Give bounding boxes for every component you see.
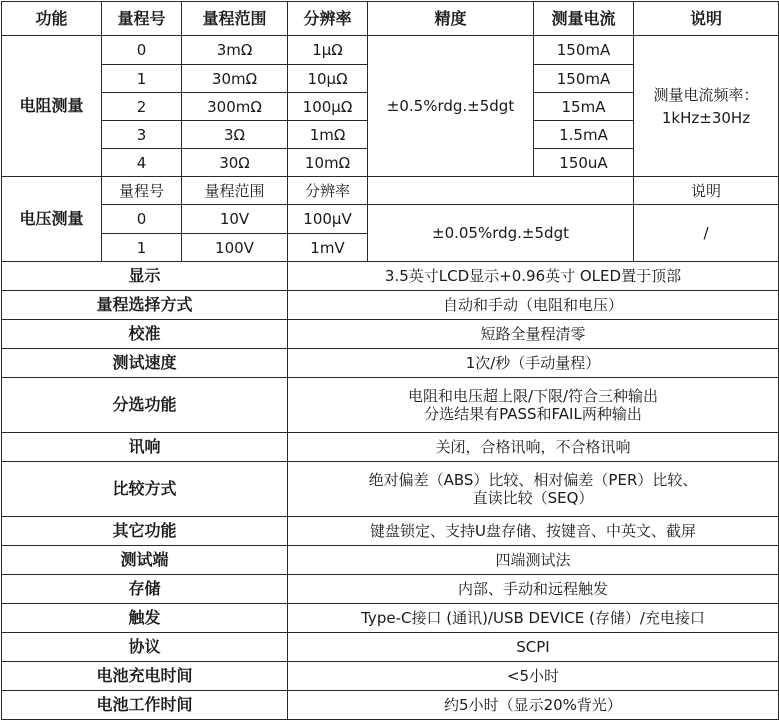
spec-value: 自动和手动（电阻和电压） [288,291,779,320]
resistance-current: 15mA [534,93,634,121]
spec-value: 内部、手动和远程触发 [288,575,779,604]
spec-row [2,378,779,433]
spec-value-line: 分选结果有PASS和FAIL两种输出 [424,405,642,423]
header-accuracy: 精度 [368,2,534,36]
spec-row [2,349,779,378]
resistance-current: 150uA [534,149,634,177]
resistance-resolution: 1μΩ [288,36,368,65]
spec-label: 比较方式 [2,462,288,517]
resistance-range-no: 0 [102,36,182,65]
spec-row [2,291,779,320]
resistance-range-no: 2 [102,93,182,121]
resistance-range-no: 1 [102,65,182,93]
voltage-label: 电压测量 [2,177,102,262]
spec-value-line: 直读比较（SEQ） [472,489,594,507]
resistance-current: 150mA [534,65,634,93]
spec-table [1,1,779,720]
voltage-header-range-no: 量程号 [102,177,182,205]
header-resolution: 分辨率 [288,2,368,36]
voltage-resolution: 100μV [288,205,368,234]
spec-row [2,546,779,575]
resistance-note-line: 测量电流频率： [653,85,759,104]
voltage-range: 10V [182,205,288,234]
resistance-note [634,36,779,177]
resistance-accuracy: ±0.5%rdg.±5dgt [368,36,534,177]
voltage-header-resolution: 分辨率 [288,177,368,205]
voltage-resolution: 1mV [288,234,368,262]
header-function: 功能 [2,2,102,36]
spec-value: 短路全量程清零 [288,320,779,349]
resistance-resolution: 10μΩ [288,65,368,93]
spec-label: 测试端 [2,546,288,575]
resistance-range: 3Ω [182,121,288,149]
spec-label: 测试速度 [2,349,288,378]
resistance-range: 30mΩ [182,65,288,93]
spec-value: 四端测试法 [288,546,779,575]
spec-value: 键盘锁定、支持U盘存储、按键音、中英文、截屏 [288,517,779,546]
spec-row [2,604,779,633]
spec-value-line: 绝对偏差（ABS）比较、相对偏差（PER）比较、 [368,471,698,489]
spec-label: 显示 [2,262,288,291]
header-current: 测量电流 [534,2,634,36]
voltage-header-note: 说明 [634,177,779,205]
resistance-range-no: 4 [102,149,182,177]
resistance-note-line: 1kHz±30Hz [661,108,751,127]
spec-row [2,633,779,662]
spec-row [2,575,779,604]
voltage-range-no: 0 [102,205,182,234]
header-row [2,2,779,36]
spec-row [2,462,779,517]
spec-value: 约5小时（显示20%背光） [288,691,779,720]
spec-value: SCPI [288,633,779,662]
voltage-row [2,205,779,234]
spec-value: <5小时 [288,662,779,691]
resistance-resolution: 10mΩ [288,149,368,177]
spec-row [2,433,779,462]
header-range-no: 量程号 [102,2,182,36]
voltage-subheader-row [2,177,779,205]
spec-label: 电池充电时间 [2,662,288,691]
resistance-range: 3mΩ [182,36,288,65]
resistance-range-no: 3 [102,121,182,149]
spec-label: 触发 [2,604,288,633]
spec-label: 存储 [2,575,288,604]
spec-value: 关闭，合格讯响，不合格讯响 [288,433,779,462]
header-range: 量程范围 [182,2,288,36]
spec-label: 电池工作时间 [2,691,288,720]
spec-label: 分选功能 [2,378,288,433]
resistance-resolution: 100μΩ [288,93,368,121]
spec-label: 量程选择方式 [2,291,288,320]
spec-value [288,378,779,433]
voltage-range-no: 1 [102,234,182,262]
voltage-note: / [634,205,779,262]
resistance-row [2,36,779,65]
spec-label: 校准 [2,320,288,349]
voltage-accuracy: ±0.05%rdg.±5dgt [368,205,634,262]
header-note: 说明 [634,2,779,36]
spec-row [2,691,779,720]
resistance-label: 电阻测量 [2,36,102,177]
spec-label: 其它功能 [2,517,288,546]
resistance-range: 30Ω [182,149,288,177]
voltage-header-blank [368,177,634,205]
spec-value: 1次/秒（手动量程） [288,349,779,378]
resistance-resolution: 1mΩ [288,121,368,149]
resistance-range: 300mΩ [182,93,288,121]
spec-value-line: 电阻和电压超上限/下限/符合三种输出 [407,387,659,405]
spec-value: Type-C接口 (通讯)/USB DEVICE (存储）/充电接口 [288,604,779,633]
spec-value: 3.5英寸LCD显示+0.96英寸 OLED置于顶部 [288,262,779,291]
spec-label: 协议 [2,633,288,662]
spec-row [2,262,779,291]
resistance-current: 1.5mA [534,121,634,149]
spec-value [288,462,779,517]
spec-row [2,662,779,691]
spec-row [2,517,779,546]
voltage-range: 100V [182,234,288,262]
voltage-header-range: 量程范围 [182,177,288,205]
spec-row [2,320,779,349]
resistance-current: 150mA [534,36,634,65]
spec-label: 讯响 [2,433,288,462]
